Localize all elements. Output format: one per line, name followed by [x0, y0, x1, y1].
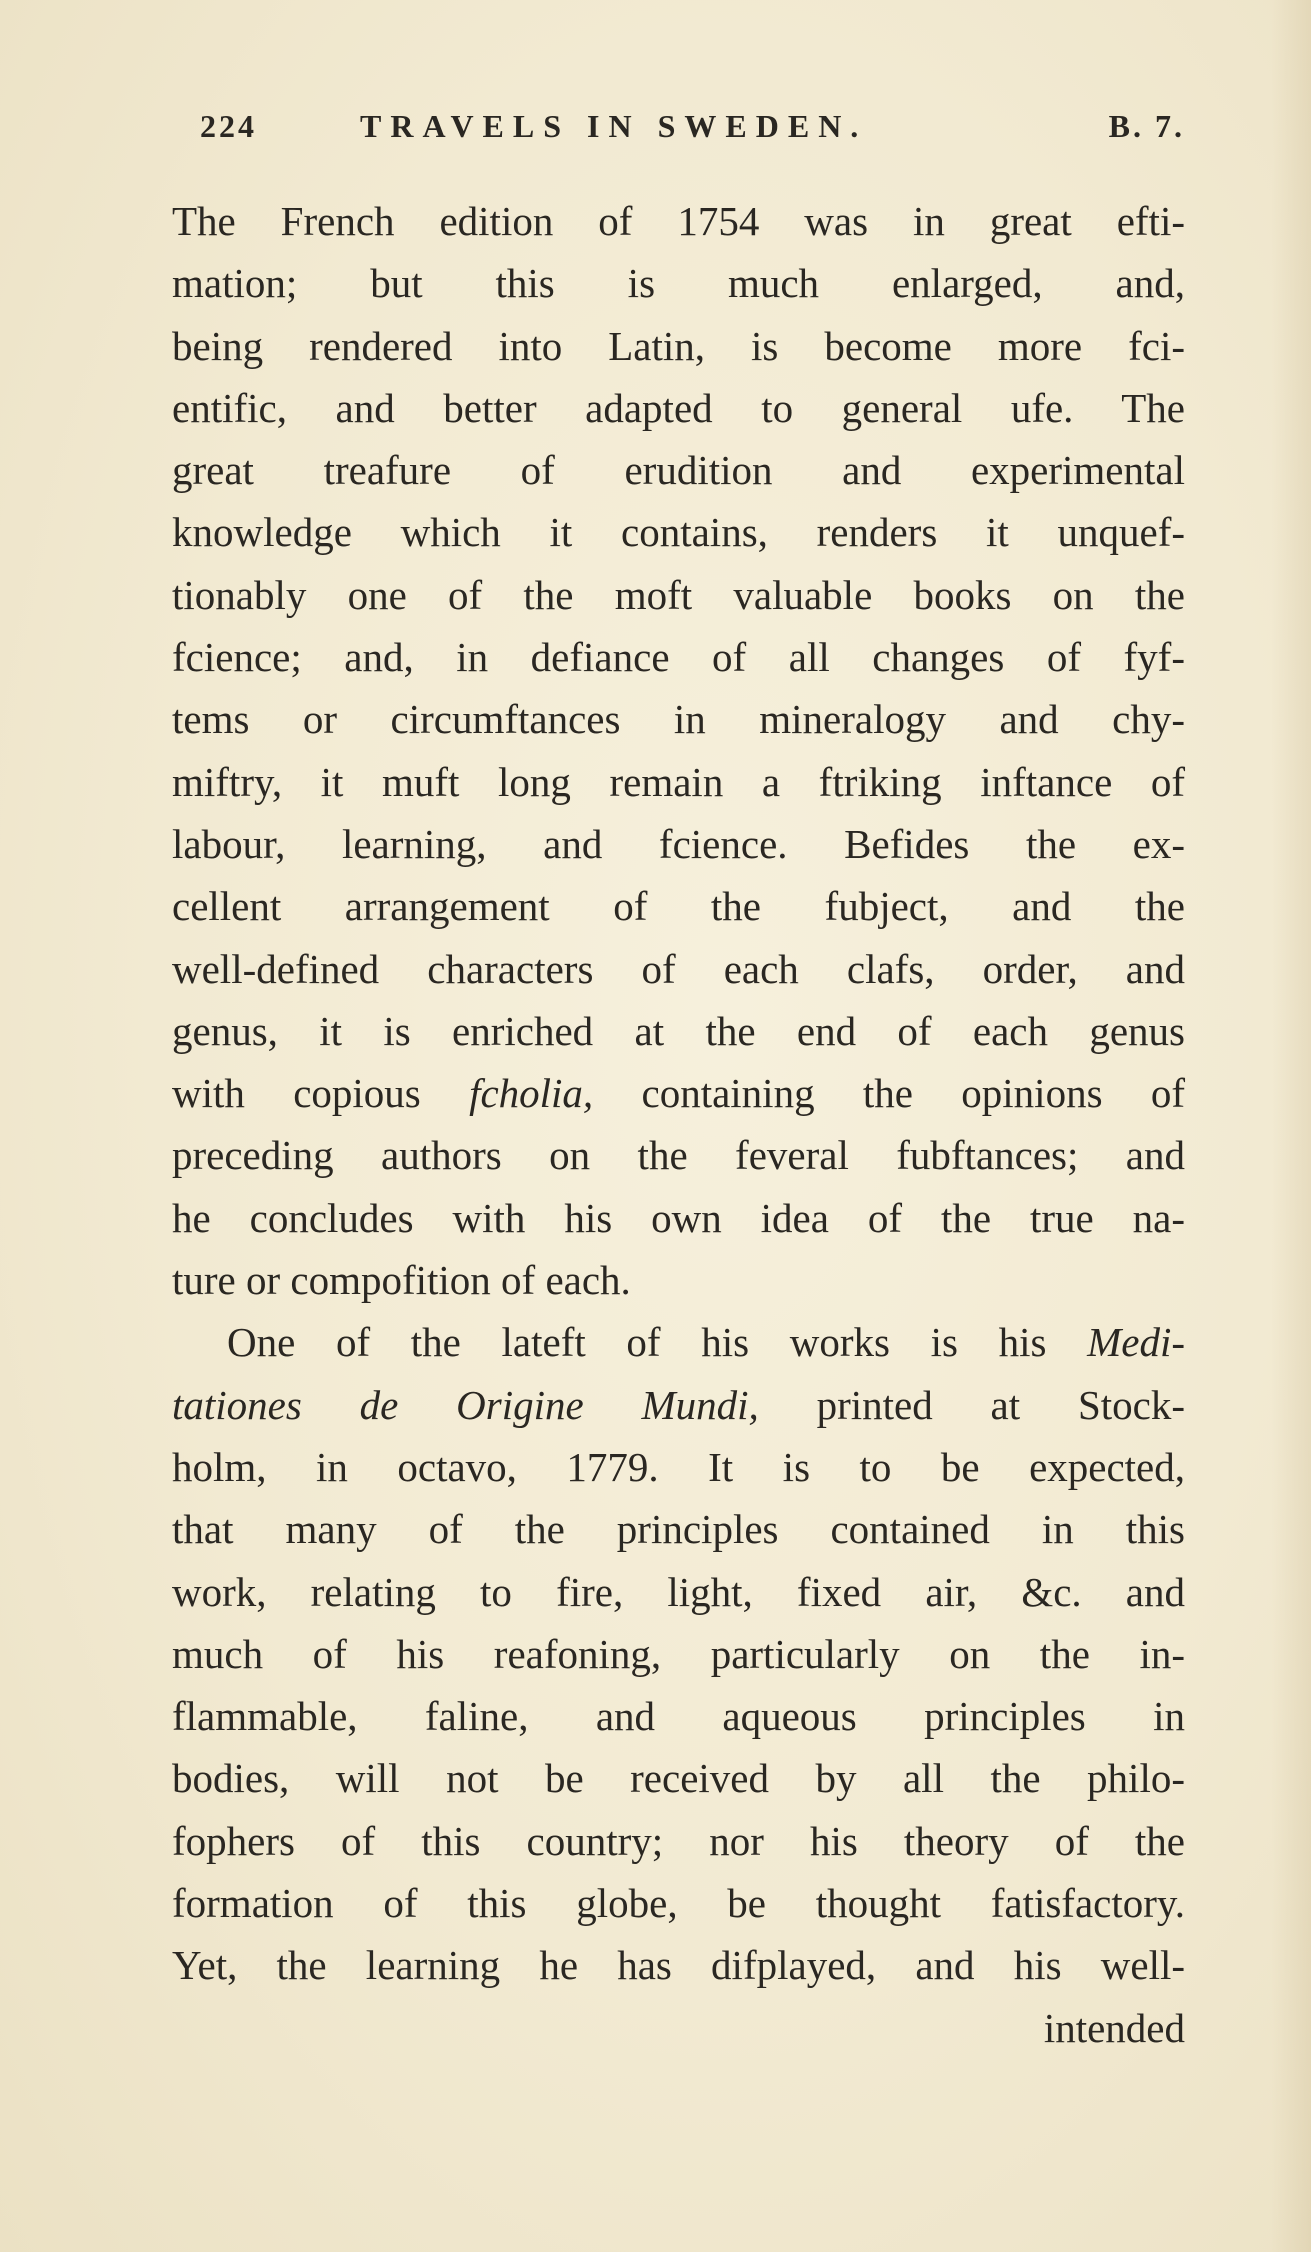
text-line: formation of this globe, be thought fatisfactory.: [172, 1880, 1185, 1927]
text-line: well-defined characters of each clafs, order, and: [172, 945, 1185, 992]
section-mark: B. 7.: [1108, 108, 1185, 144]
text-line-with-italic: [172, 1374, 1185, 1436]
text-line: tionably one of the moft valuable books on the: [172, 571, 1185, 618]
text-line: knowledge which it contains, renders it unquef-: [172, 509, 1185, 556]
paragraph-2: [172, 1311, 1185, 1996]
line-text: with copious: [172, 1070, 470, 1117]
text-line: flammable, faline, and aqueous principles in: [172, 1693, 1185, 1740]
text-line: much of his reafoning, particularly on the in-: [172, 1630, 1185, 1677]
text-line: great treafure of erudition and experimental: [172, 447, 1185, 494]
text-line: entific, and better adapted to general ufe. The: [172, 384, 1185, 431]
text-line: being rendered into Latin, is become more fci-: [172, 322, 1185, 369]
italic-term: fcholia,: [469, 1070, 594, 1117]
body-text: [172, 190, 1185, 2059]
text-line-with-italic: [172, 1311, 1185, 1373]
text-line: genus, it is enriched at the end of each genus: [172, 1007, 1185, 1054]
text-line: Yet, the learning he has difplayed, and his well-: [172, 1942, 1185, 1989]
text-line: preceding authors on the feveral fubftances; and: [172, 1132, 1185, 1179]
text-line: cellent arrangement of the fubject, and the: [172, 883, 1185, 930]
line-text: printed at Stock-: [758, 1381, 1185, 1428]
text-line: holm, in octavo, 1779. It is to be expected,: [172, 1443, 1185, 1490]
text-line: bodies, will not be received by all the philo-: [172, 1755, 1185, 1802]
catchword: intended: [1043, 2004, 1185, 2051]
text-line: labour, learning, and fcience. Befides the ex-: [172, 820, 1185, 867]
text-line: he concludes with his own idea of the true na-: [172, 1194, 1185, 1241]
text-line: fophers of this country; nor his theory of the: [172, 1817, 1185, 1864]
page-edge-shading: [1271, 0, 1311, 2252]
italic-title: tationes de Origine Mundi,: [172, 1381, 759, 1428]
line-text: containing the opinions of: [593, 1070, 1185, 1117]
line-text: One of the lateft of his works is his: [227, 1319, 1088, 1366]
page-number: 224: [200, 108, 257, 144]
italic-title: Medi-: [1087, 1319, 1185, 1366]
text-line: The French edition of 1754 was in great efti-: [172, 198, 1185, 244]
text-line-with-italic: [172, 1062, 1185, 1124]
text-line: fcience; and, in defiance of all changes of fyf-: [172, 634, 1185, 681]
running-title: TRAVELS IN SWEDEN.: [360, 108, 868, 144]
text-line: miftry, it muft long remain a ftriking inftance of: [172, 758, 1185, 805]
text-line: that many of the principles contained in this: [172, 1506, 1185, 1553]
paragraph-1: [172, 190, 1185, 1311]
text-line: ture or compofition of each.: [172, 1257, 631, 1304]
text-line: mation; but this is much enlarged, and,: [172, 260, 1185, 307]
text-line: tems or circumftances in mineralogy and chy-: [172, 696, 1185, 743]
text-line: work, relating to fire, light, fixed air, &c. and: [172, 1568, 1185, 1615]
running-header: [200, 108, 1185, 158]
